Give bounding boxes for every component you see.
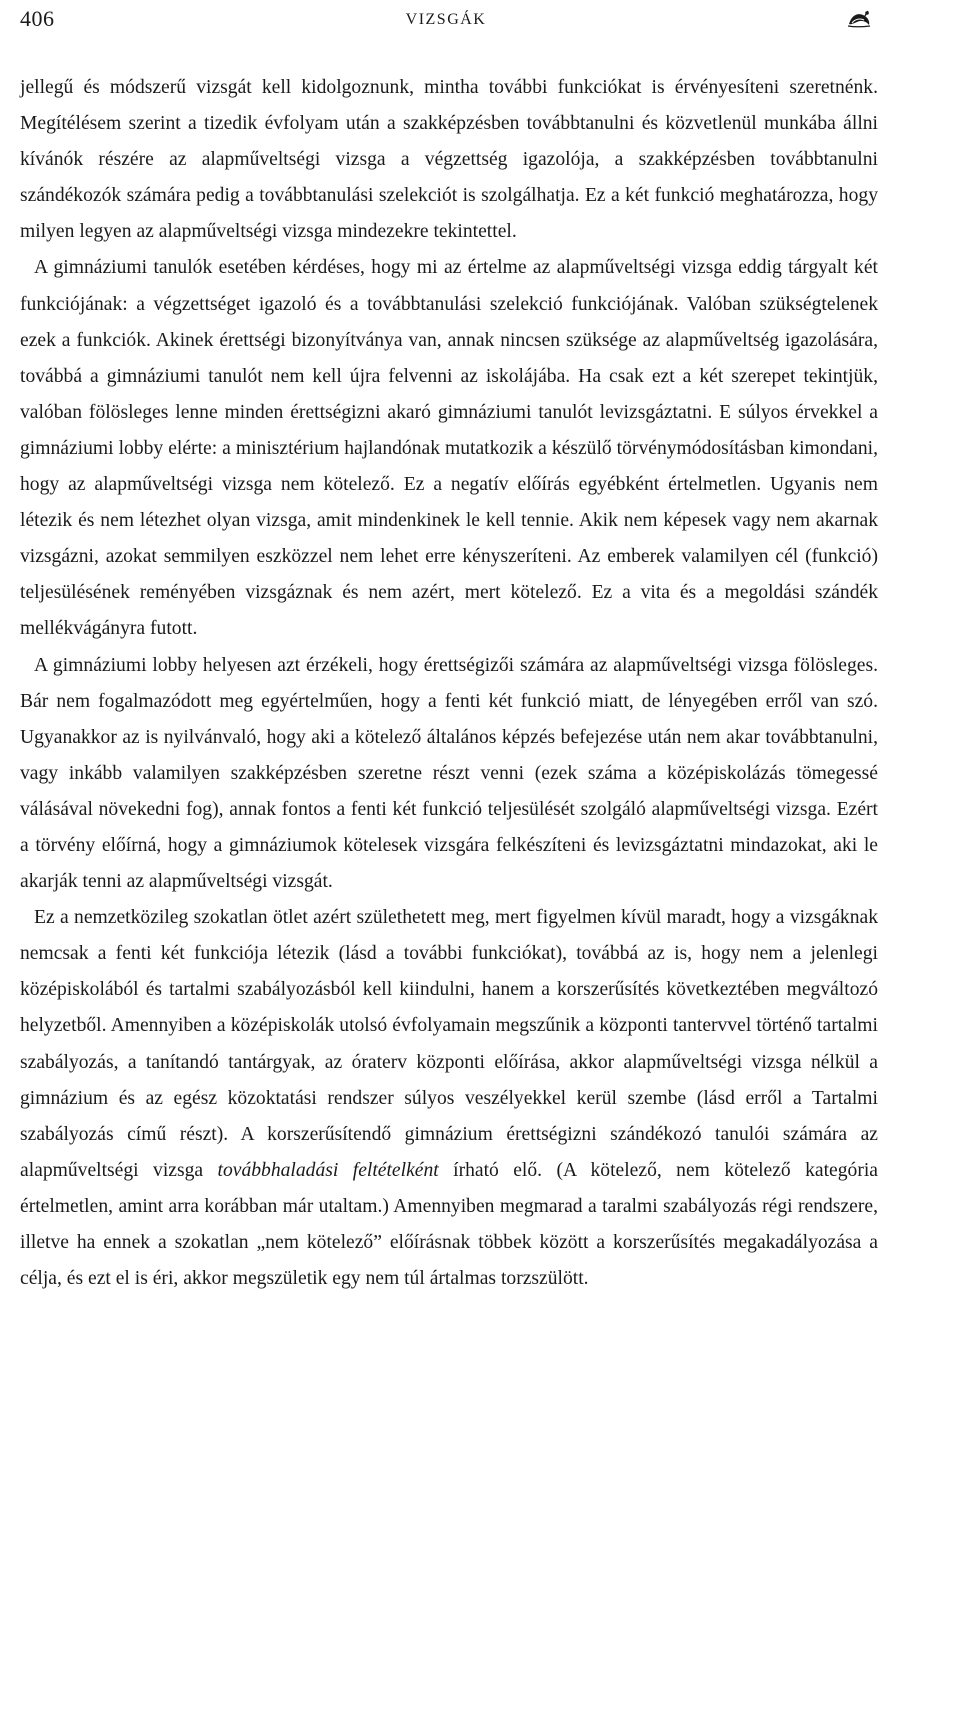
fleuron-icon xyxy=(846,8,872,30)
paragraph-4-text-end: írható elő. (A kötelező, nem kötelező kategória értelmetlen, amint arra korábban már utaltam.) Amennyiben megmarad a taralmi szabályozás régi rendszere, illetve ha ennek a szokatlan „nem kötelező” előírásnak többek között a korszerűsítés megakadályozása a célja, és ezt el is éri, akkor megszületik egy nem túl ártalmas torzszülött. xyxy=(20,1159,879,1290)
paragraph-1: jellegű és módszerű vizsgát kell kidolgoznunk, mintha további funkciókat is érvényesíteni szeretnénk. Megítélésem szerint a tizedik évfolyam után a szakképzésben továbbtanulni és közvetlenül munkába állni kívánók részére az alapműveltségi vizsga a végzettség igazolója, a szakképzésben továbbtanulni szándékozók számára pedig a továbbtanulási szelekciót is szolgálhatja. Ez a két funkció meghatározza, hogy milyen legyen az alapműveltségi vizsga mindezekre tekintettel. xyxy=(20,77,878,243)
paragraph-3: A gimnáziumi lobby helyesen azt érzékeli, hogy érettségizői számára az alapműveltségi vizsga fölösleges. Bár nem fogalmazódott meg egyértelműen, hogy a fenti két funkció miatt, de lényegében erről van szó. Ugyanakkor az is nyilvánvaló, hogy aki a kötelező általános képzés befejezése után nem akar továbbtanulni, vagy inkább valamilyen szakképzésben szeretne részt venni (ezek száma a középiskolázás tömegessé válásával növekedni fog), annak fontos a fenti két funkció teljesülését szolgáló alapműveltségi vizsga. Ezért a törvény előírná, hogy a gimnáziumok kötelesek vizsgára felkészíteni és levizsgáztatni mindazokat, aki le akarják tenni az alapműveltségi vizsgát. xyxy=(20,654,878,893)
paragraph-4 xyxy=(20,900,878,1297)
page-number: 406 xyxy=(20,6,55,31)
paragraph-2: A gimnáziumi tanulók esetében kérdéses, hogy mi az értelme az alapműveltségi vizsga eddig tárgyalt két funkciójának: a végzettséget igazoló és a továbbtanulási szelekció funkciójának. Valóban szükségtelenek ezek a funkciók. Akinek érettségi bizonyítványa van, annak nincsen szüksége az alapműveltség igazolására, továbbá a gimnáziumi tanulót nem kell újra felvenni az iskolájába. Ha csak ezt a két szerepet tekintjük, valóban fölösleges lenne minden érettségizni akaró gimnáziumi tanulót levizsgáztatni. E súlyos érvekkel a gimnáziumi lobby elérte: a minisztérium hajlandónak mutatkozik a készülő törvénymódosításban kimondani, hogy az alapműveltségi vizsga nem kötelező. Ez a negatív előírás egyébként értelmetlen. Ugyanis nem létezik és nem létezhet olyan vizsga, amit mindenkinek le kell tennie. Akik nem képesek vagy nem akarnak vizsgázni, azokat semmilyen eszközzel nem lehet erre kényszeríteni. Az emberek valamilyen cél (funkció) teljesülésének reményében vizsgáznak és nem azért, mert kötelező. Ez a vita és a megoldási szándék mellékvágányra futott. xyxy=(20,257,878,640)
paragraph-4-text-start: Ez a nemzetközileg szokatlan ötlet azért születhetett meg, mert figyelmen kívül maradt, hogy a vizsgáknak nemcsak a fenti két funkciója létezik (lásd a további funkciókat), továbbá az is, hogy nem a jelenlegi középiskolából és tartalmi szabályozásból kell kiindulni, hanem a korszerűsítés következtében megváltozó helyzetből. Amennyiben a középiskolák utolsó évfolyamain megszűnik a központi tantervvel történő tartalmi szabályozás, a tanítandó tantárgyak, az óraterv központi előírása, akkor alapműveltségi vizsga nélkül a gimnázium és az egész közoktatási rendszer súlyos veszélyekkel kerül szembe (lásd erről a Tartalmi szabályozás című részt). A korszerűsítendő gimnázium érettségizni szándékozó tanulói számára az alapműveltségi vizsga xyxy=(20,907,878,1181)
running-head xyxy=(20,4,872,34)
running-title: VIZSGÁK xyxy=(405,11,487,28)
body-text xyxy=(20,70,878,1297)
paragraph-4-emphasis: továbbhaladási feltételként xyxy=(217,1159,439,1181)
